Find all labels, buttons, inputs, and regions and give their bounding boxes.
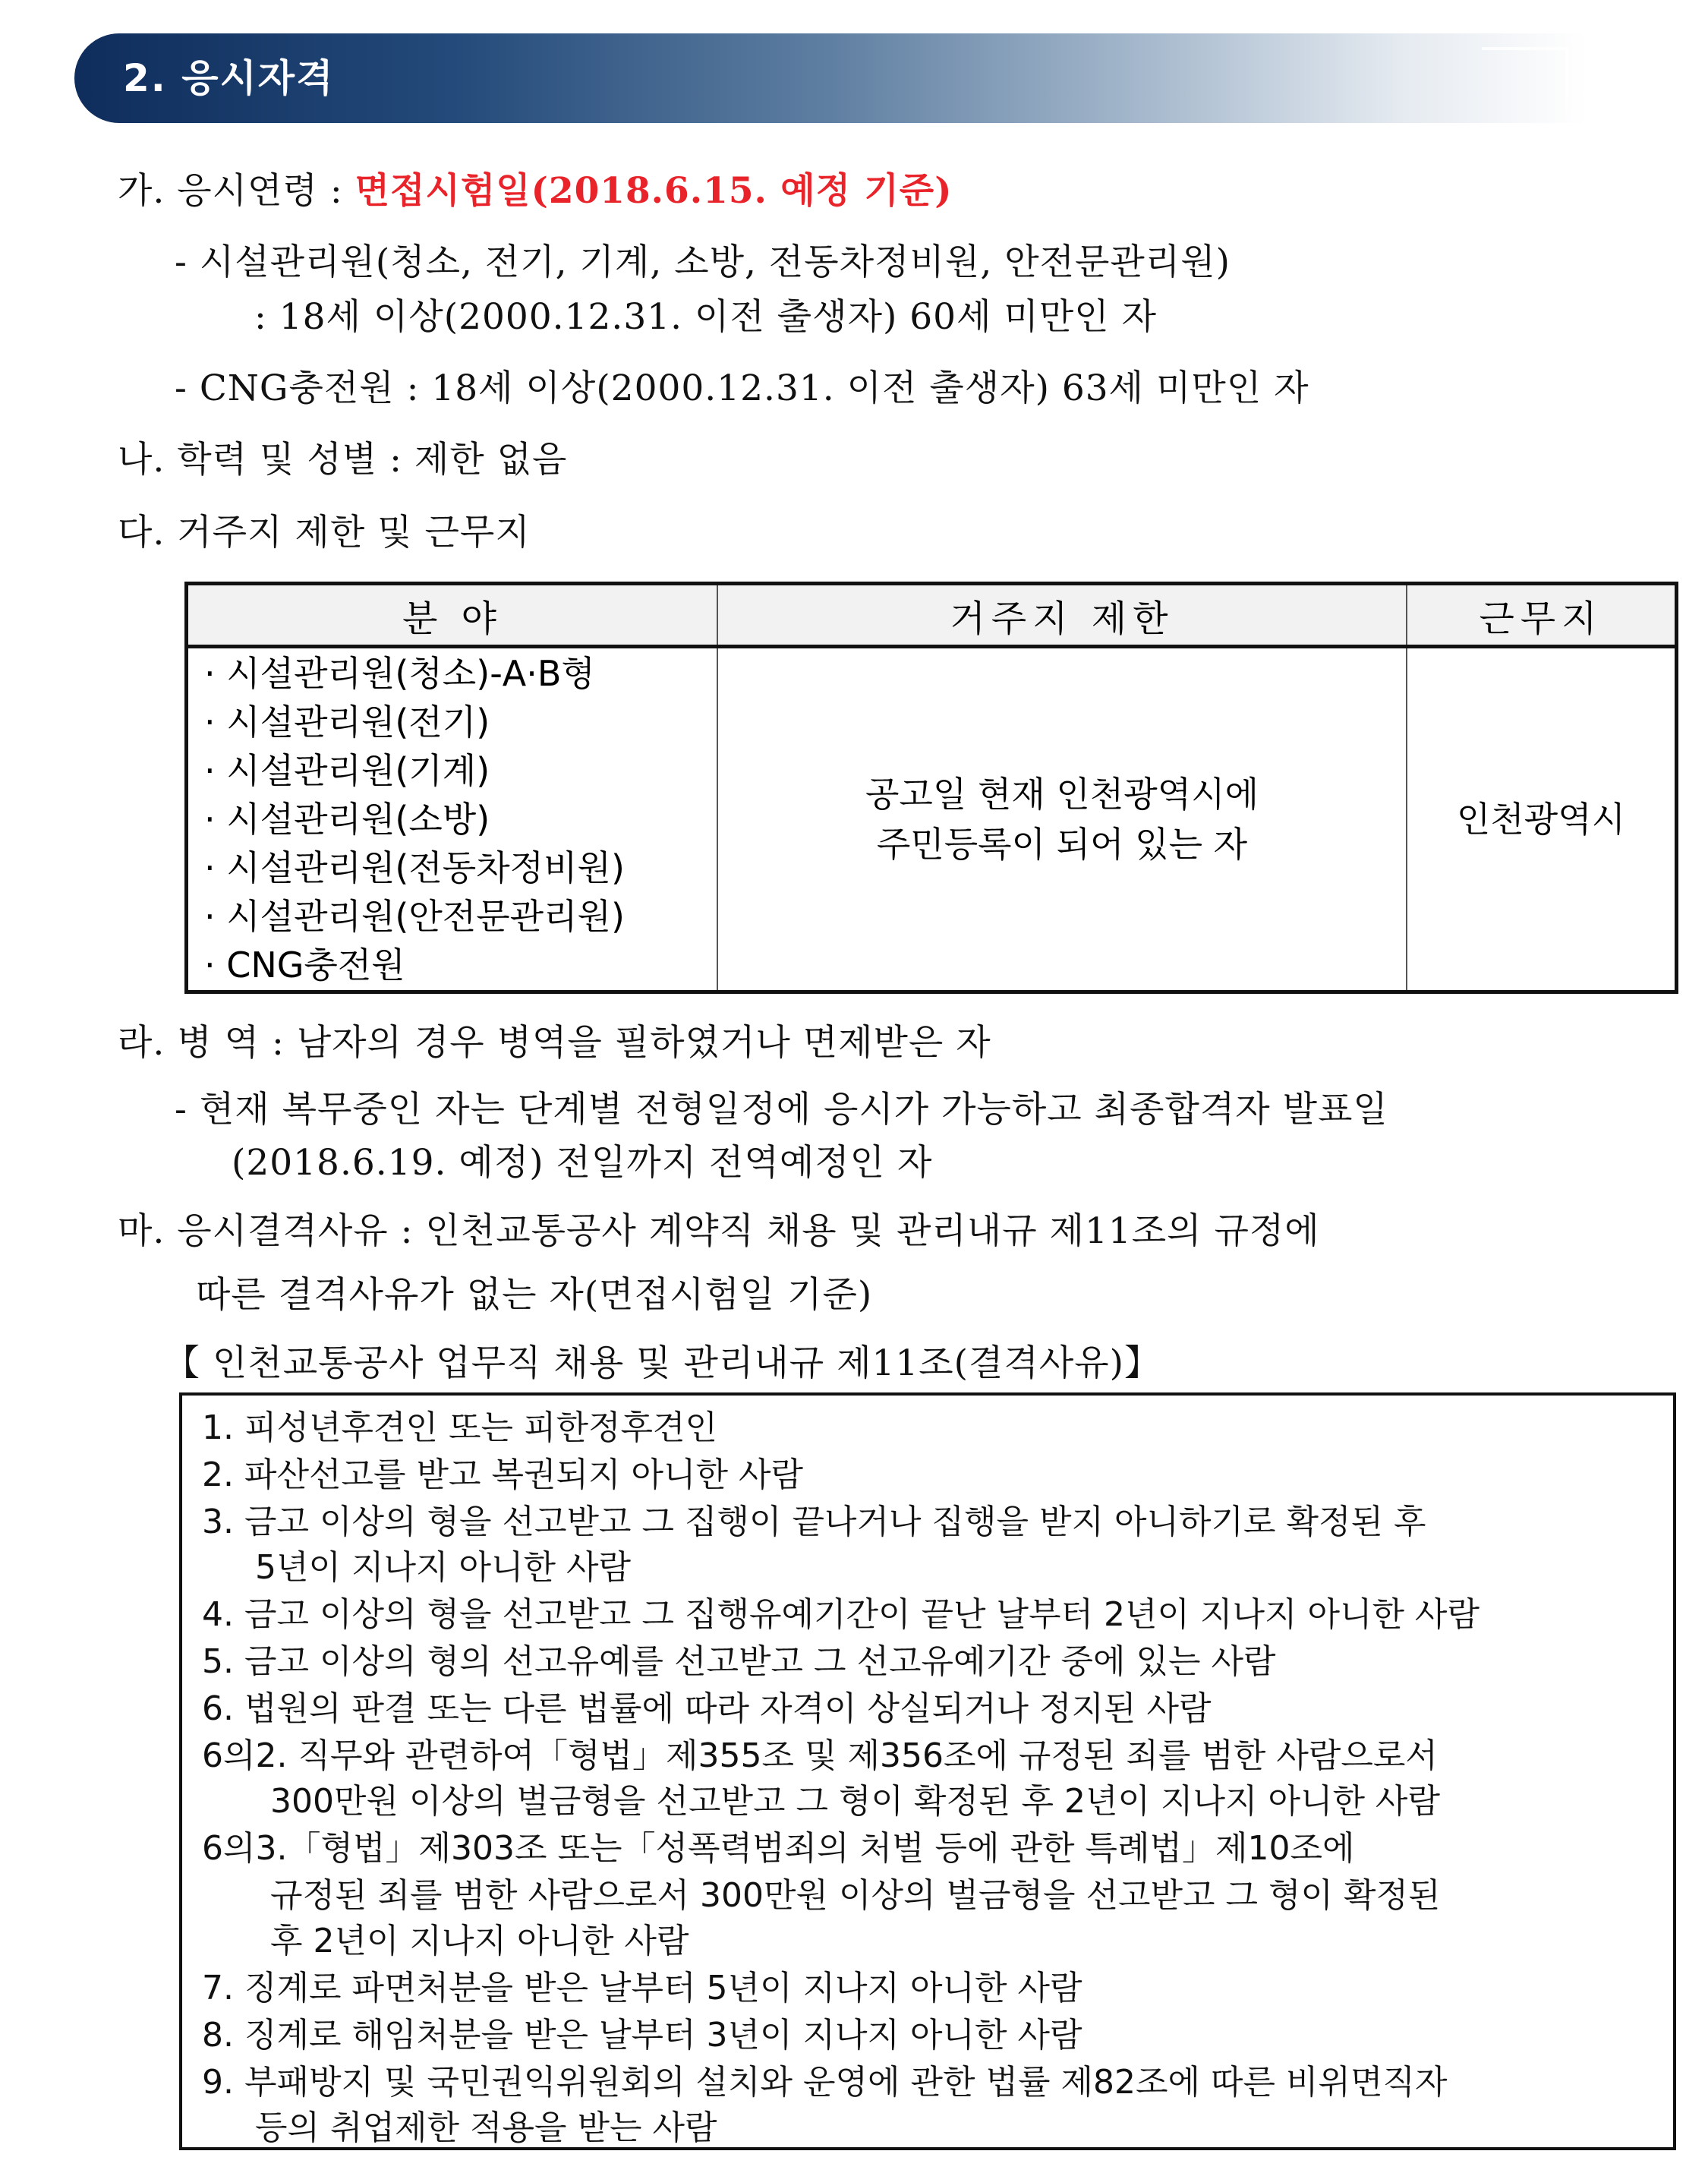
list-item: · 시설관리원(전기) <box>204 702 490 743</box>
age-requirement-line <box>118 162 952 213</box>
list-item: 3. 금고 이상의 형을 선고받고 그 집행이 끝나거나 집행을 받지 아니하기로 확정된 후 <box>202 1503 1426 1541</box>
age-item-facility-detail: : 18세 이상(2000.12.31. 이전 출생자) 60세 미만인 자 <box>254 296 1157 338</box>
disqualification-line-2: 따른 결격사유가 없는 자(면접시험일 기준) <box>196 1274 873 1316</box>
list-item: 후 2년이 지나지 아니한 사람 <box>270 1922 689 1960</box>
field-list-cell <box>187 647 718 992</box>
list-item: 4. 금고 이상의 형을 선고받고 그 집행유예기간이 끝난 날부터 2년이 지나지 아니한 사람 <box>202 1595 1480 1634</box>
military-line: 라. 병 역 : 남자의 경우 병역을 필하였거나 면제받은 자 <box>118 1022 991 1064</box>
age-highlight: 면접시험일(2018.6.15. 예정 기준) <box>355 170 953 212</box>
list-item: 9. 부패방지 및 국민권익위원회의 설치와 운영에 관한 법률 제82조에 따른 비위면직자 <box>202 2063 1448 2102</box>
age-item-facility: - 시설관리원(청소, 전기, 기계, 소방, 전동차정비원, 안전문관리원) <box>175 241 1231 283</box>
list-item: 2. 파산선고를 받고 복권되지 아니한 사람 <box>202 1456 803 1494</box>
list-item: · 시설관리원(안전문관리원) <box>204 896 625 937</box>
table-header-restriction: 거주지 제한 <box>717 584 1407 647</box>
age-label: 가. 응시연령 : <box>118 170 343 212</box>
age-item-cng: - CNG충전원 : 18세 이상(2000.12.31. 이전 출생자) 63세 미만인 자 <box>175 367 1309 409</box>
table-header-workplace: 근무지 <box>1407 584 1677 647</box>
table-header-field: 분 야 <box>187 584 718 647</box>
section-header-bar <box>74 33 1587 123</box>
list-item: 규정된 죄를 범한 사람으로서 300만원 이상의 벌금형을 선고받고 그 형이 확정된 <box>270 1876 1441 1915</box>
restriction-line: 공고일 현재 인천광역시에 <box>865 774 1259 815</box>
list-item: · 시설관리원(전동차정비원) <box>204 847 625 888</box>
list-item: 6의2. 직무와 관련하여「형법」제355조 및 제356조에 규정된 죄를 범한 사람으로서 <box>202 1736 1438 1775</box>
list-item: 6의3.「형법」제303조 또는「성폭력범죄의 처벌 등에 관한 특례법」제10조에 <box>202 1829 1355 1868</box>
list-item: 8. 징계로 해임처분을 받은 날부터 3년이 지나지 아니한 사람 <box>202 2016 1082 2055</box>
list-item: · 시설관리원(소방) <box>204 799 490 840</box>
field-list <box>189 649 716 989</box>
list-item: 1. 피성년후견인 또는 피한정후견인 <box>202 1408 717 1447</box>
residence-table <box>184 582 1678 994</box>
restriction-cell <box>717 647 1407 992</box>
regulation-box <box>179 1392 1676 2150</box>
list-item: 7. 징계로 파면처분을 받은 날부터 5년이 지나지 아니한 사람 <box>202 1969 1082 2007</box>
list-item: 등의 취업제한 적용을 받는 사람 <box>255 2108 717 2147</box>
list-item: · CNG충전원 <box>204 945 405 986</box>
restriction-line: 주민등록이 되어 있는 자 <box>876 824 1248 865</box>
header-corner-decoration <box>1482 47 1568 111</box>
table-row <box>187 647 1677 992</box>
list-item: 6. 법원의 판결 또는 다른 법률에 따라 자격이 상실되거나 정지된 사람 <box>202 1689 1212 1728</box>
list-item: · 시설관리원(기계) <box>204 750 490 791</box>
military-detail-line-2: (2018.6.19. 예정) 전일까지 전역예정인 자 <box>232 1142 933 1184</box>
education-line: 나. 학력 및 성별 : 제한 없음 <box>118 439 568 481</box>
list-item: · 시설관리원(청소)-A·B형 <box>204 653 595 694</box>
residence-heading: 다. 거주지 제한 및 근무지 <box>118 512 531 554</box>
military-detail-line: - 현재 복무중인 자는 단계별 전형일정에 응시가 가능하고 최종합격자 발표일 <box>175 1089 1388 1131</box>
workplace-cell: 인천광역시 <box>1456 799 1626 840</box>
disqualification-line: 마. 응시결격사유 : 인천교통공사 계약직 채용 및 관리내규 제11조의 규정에 <box>118 1210 1320 1252</box>
table-header-row <box>187 584 1677 647</box>
regulation-title: 【 인천교통공사 업무직 채용 및 관리내규 제11조(결격사유)】 <box>164 1342 1161 1384</box>
section-title: 2. 응시자격 <box>123 56 335 100</box>
list-item: 300만원 이상의 벌금형을 선고받고 그 형이 확정된 후 2년이 지나지 아니한 사람 <box>270 1782 1440 1821</box>
list-item: 5년이 지나지 아니한 사람 <box>255 1548 631 1587</box>
list-item: 5. 금고 이상의 형의 선고유예를 선고받고 그 선고유예기간 중에 있는 사람 <box>202 1642 1276 1681</box>
